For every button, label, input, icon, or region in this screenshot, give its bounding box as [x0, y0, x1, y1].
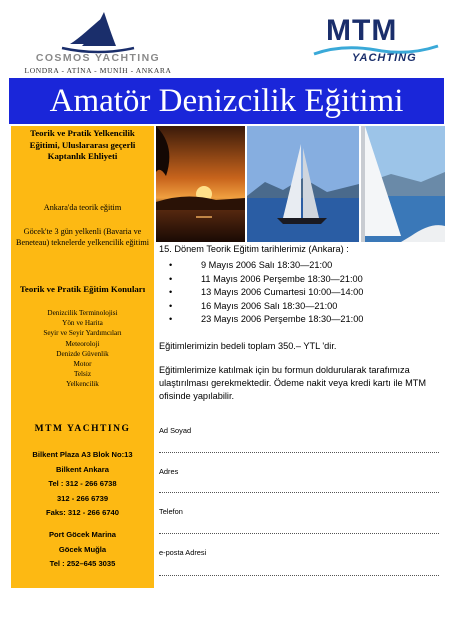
page-title: Amatör Denizcilik Eğitimi	[49, 82, 404, 119]
bullet-icon: •	[169, 273, 173, 284]
name-label: Ad Soyad	[159, 426, 192, 435]
sailboat-logo-icon	[58, 10, 138, 54]
date-item	[169, 300, 363, 314]
cosmos-name: COSMOS YACHTING	[35, 52, 161, 64]
sidebar-brand: MTM YACHTING	[34, 424, 131, 434]
date-item	[169, 273, 363, 287]
topic-item: Meteoroloji	[65, 339, 100, 348]
topic-item: Seyir ve Seyir Yardımcıları	[43, 329, 122, 338]
date-item	[169, 259, 363, 273]
sailboat-photo	[247, 126, 359, 242]
topic-item: Denizde Güvenlik	[56, 349, 109, 358]
sunset-photo	[156, 126, 245, 242]
date-text: 13 Mayıs 2006 Cumartesi 10:00—14:00	[201, 287, 364, 297]
date-item	[169, 286, 363, 300]
topic-item: Motor	[73, 360, 92, 369]
ankara-address	[15, 448, 150, 521]
phone-line[interactable]	[159, 533, 439, 534]
email-label: e-posta Adresi	[159, 548, 207, 557]
date-text: 11 Mayıs 2006 Perşembe 18:30—21:00	[201, 273, 363, 284]
marina-address	[15, 528, 150, 572]
address-line: Port Göcek Marina	[48, 530, 117, 539]
topic-item: Yön ve Harita	[62, 319, 103, 328]
topic-item: Denizcilik Terminolojisi	[47, 309, 118, 317]
date-item	[169, 313, 363, 327]
gocek-practice-text: Göcek'te 3 gün yelkenli (Bavaria ve Beneteau) teknelerde yelkencilik eğitimi	[16, 227, 149, 247]
name-field[interactable]	[159, 426, 439, 435]
mtm-sub: YACHTING	[352, 52, 417, 64]
address-line: Bilkent Ankara	[56, 464, 109, 474]
info-sidebar	[11, 126, 154, 588]
photo-strip	[156, 126, 445, 242]
mtm-yachting-logo	[312, 14, 440, 76]
topic-item: Telsiz	[73, 370, 92, 379]
date-text: 23 Mayıs 2006 Perşembe 18:30—21:00	[201, 314, 364, 324]
training-heading: Teorik ve Pratik Yelkencilik Eğitimi, Uluslararası geçerli Kaptanlık Ehliyeti	[29, 128, 136, 161]
cosmos-yachting-logo	[18, 10, 178, 78]
topic-item: Yelkencilik	[66, 380, 99, 389]
bullet-icon: •	[169, 260, 173, 270]
dates-title: 15. Dönem Teorik Eğitim tarihlerimiz (Ankara) :	[159, 244, 349, 254]
email-field[interactable]	[159, 548, 439, 557]
title-banner	[9, 78, 444, 124]
signup-text: Eğitimlerimize katılmak için bu formun doldurularak tarafımıza ulaştırılması gerekmektedir. Ödeme nakit veya kredi kartı ile MTM ofisinde yapılabilir.	[159, 365, 427, 401]
topics-heading: Teorik ve Pratik Eğitim Konuları	[19, 284, 146, 294]
address-line[interactable]	[159, 492, 439, 493]
name-line[interactable]	[159, 452, 439, 453]
date-text: 9 Mayıs 2006 Salı 18:30—21:00	[201, 260, 333, 270]
address-field[interactable]	[159, 467, 439, 476]
bullet-icon: •	[169, 314, 173, 324]
mtm-mark: MTM	[326, 14, 398, 47]
address-line: 312 - 266 6739	[56, 493, 109, 503]
sail-bay-photo	[361, 126, 445, 242]
bullet-icon: •	[169, 287, 173, 297]
address-line: Faks: 312 - 266 6740	[45, 508, 120, 517]
price-text: Eğitimlerimizin bedeli toplam 350.– YTL 'dir.	[159, 341, 337, 351]
address-line: Bilkent Plaza A3 Blok No:13	[32, 450, 133, 459]
ankara-theory-text: Ankara'da teorik eğitim	[43, 203, 122, 212]
topics-list	[15, 308, 150, 390]
address-line: Tel : 252–645 3035	[49, 559, 116, 568]
email-line[interactable]	[159, 575, 439, 576]
dates-list	[169, 259, 363, 327]
cosmos-cities: LONDRA - ATİNA - MUNİH - ANKARA	[24, 66, 172, 75]
phone-field[interactable]	[159, 507, 439, 516]
bullet-icon: •	[169, 300, 173, 311]
phone-label: Telefon	[159, 507, 183, 516]
address-line: Tel : 312 - 266 6738	[48, 479, 117, 488]
address-line: Göcek Muğla	[58, 544, 107, 554]
date-text: 16 Mayıs 2006 Salı 18:30—21:00	[201, 300, 338, 311]
address-label: Adres	[159, 467, 179, 476]
